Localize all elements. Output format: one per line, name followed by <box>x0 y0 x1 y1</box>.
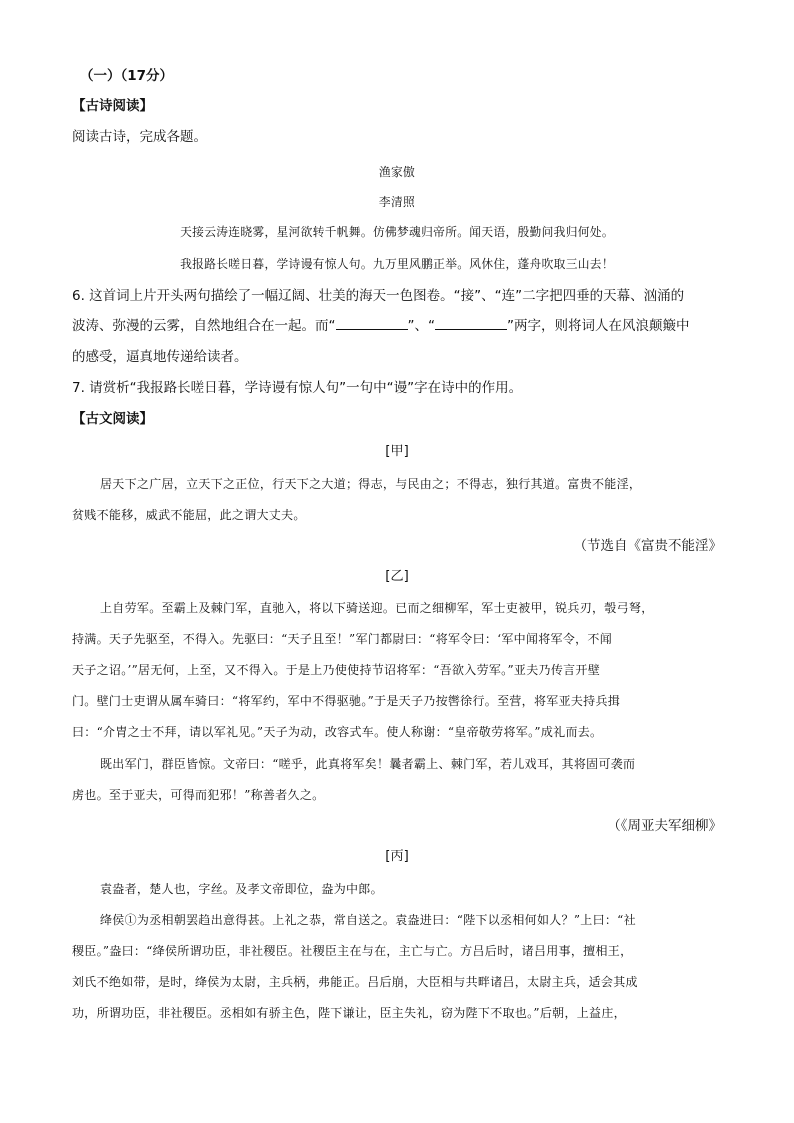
passage-yi-label: [乙] <box>385 569 409 584</box>
passage-bing-line-5: 功，所谓功臣，非社稷臣。丞相如有骄主色，陛下谦让，臣主失礼，窃为陛下不取也。”后朝，上益庄， <box>72 1006 626 1020</box>
passage-yi-line-1: 上自劳军。至霸上及棘门军，直驰入，将以下骑送迎。已而之细柳军，军士吏被甲，锐兵刃，彀弓弩， <box>100 601 654 615</box>
poetry-instruction: 阅读古诗，完成各题。 <box>72 129 207 145</box>
q6-text-b: ”、“ <box>407 318 435 334</box>
passage-yi-line-4: 门。壁门士吏谓从属车骑曰：“将军约，军中不得驱驰。”于是天子乃按辔徐行。至营，将军亚夫持兵揖 <box>72 694 621 708</box>
passage-bing-line-2: 绛侯①为丞相朝罢趋出意得甚。上礼之恭，常自送之。袁盎进曰：“陛下以丞相何如人？”上曰：“社 <box>100 913 636 927</box>
passage-yi-line-6: 既出军门，群臣皆惊。文帝曰：“嗟乎，此真将军矣！曩者霸上、棘门军，若儿戏耳，其将固可袭而 <box>100 757 636 771</box>
question-6-line-3: 的感受，逼真地传递给读者。 <box>72 349 248 365</box>
passage-jia-source: （节选自《富贵不能淫》 <box>573 538 722 554</box>
answer-blank-1[interactable] <box>336 316 408 330</box>
section-heading: （一）（17分） <box>80 68 174 84</box>
poem-author: 李清照 <box>378 195 416 209</box>
passage-jia-label: [甲] <box>385 444 409 459</box>
q6-text-a: 波涛、弥漫的云雾，自然地组合在一起。而“ <box>72 318 336 334</box>
passage-yi-line-7: 虏也。至于亚夫，可得而犯邪！”称善者久之。 <box>72 788 325 802</box>
poem-title: 渔家傲 <box>378 165 416 179</box>
passage-yi-line-2: 持满。天子先驱至，不得入。先驱曰：“天子且至！”军门都尉曰：“将军令曰：‘军中闻将军令，不闻 <box>72 632 613 646</box>
question-6-line-2 <box>72 316 690 336</box>
question-7: 7. 请赏析“我报路长嗟日暮，学诗谩有惊人句”一句中“谩”字在诗中的作用。 <box>72 380 523 396</box>
question-6-line-1: 6. 这首词上片开头两句描绘了一幅辽阔、壮美的海天一色图卷。“接”、“连”二字把四垂的天幕、汹涌的 <box>72 288 685 304</box>
q6-text-c: ”两字，则将词人在风浪颠簸中 <box>507 318 690 334</box>
prose-reading-title: 【古文阅读】 <box>72 411 153 427</box>
poem-line-1: 天接云涛连晓雾，星河欲转千帆舞。仿佛梦魂归帝所。闻天语，殷勤问我归何处。 <box>180 225 614 239</box>
passage-bing-line-4: 刘氏不绝如带，是时，绛侯为太尉，主兵柄，弗能正。吕后崩，大臣相与共畔诸吕，太尉主兵，适会其成 <box>72 975 638 989</box>
passage-yi-line-5: 曰：“介胄之士不拜，请以军礼见。”天子为动，改容式车。使人称谢：“皇帝敬劳将军。”成礼而去。 <box>72 725 603 739</box>
passage-bing-line-3: 稷臣。”盎曰：“绛侯所谓功臣，非社稷臣。社稷臣主在与在，主亡与亡。方吕后时，诸吕用事，擅相王， <box>72 944 633 958</box>
passage-jia-line-2: 贫贱不能移，威武不能屈，此之谓大丈夫。 <box>72 508 306 522</box>
passage-jia-line-1: 居天下之广居，立天下之正位，行天下之大道；得志，与民由之；不得志，独行其道。富贵不能淫， <box>100 477 642 491</box>
passage-yi-line-3: 天子之诏。’”居无何，上至，又不得入。于是上乃使使持节诏将军：“吾欲入劳军。”亚夫乃传言开壁 <box>72 663 601 677</box>
passage-bing-line-1: 袁盎者，楚人也，字丝。及孝文帝即位，盎为中郎。 <box>100 882 383 896</box>
passage-yi-source: （《周亚夫军细柳》 <box>607 818 722 834</box>
poetry-reading-title: 【古诗阅读】 <box>72 98 153 114</box>
passage-bing-label: [丙] <box>385 849 409 864</box>
poem-line-2: 我报路长嗟日暮，学诗谩有惊人句。九万里风鹏正举。风休住，蓬舟吹取三山去！ <box>180 257 614 271</box>
answer-blank-2[interactable] <box>435 316 507 330</box>
